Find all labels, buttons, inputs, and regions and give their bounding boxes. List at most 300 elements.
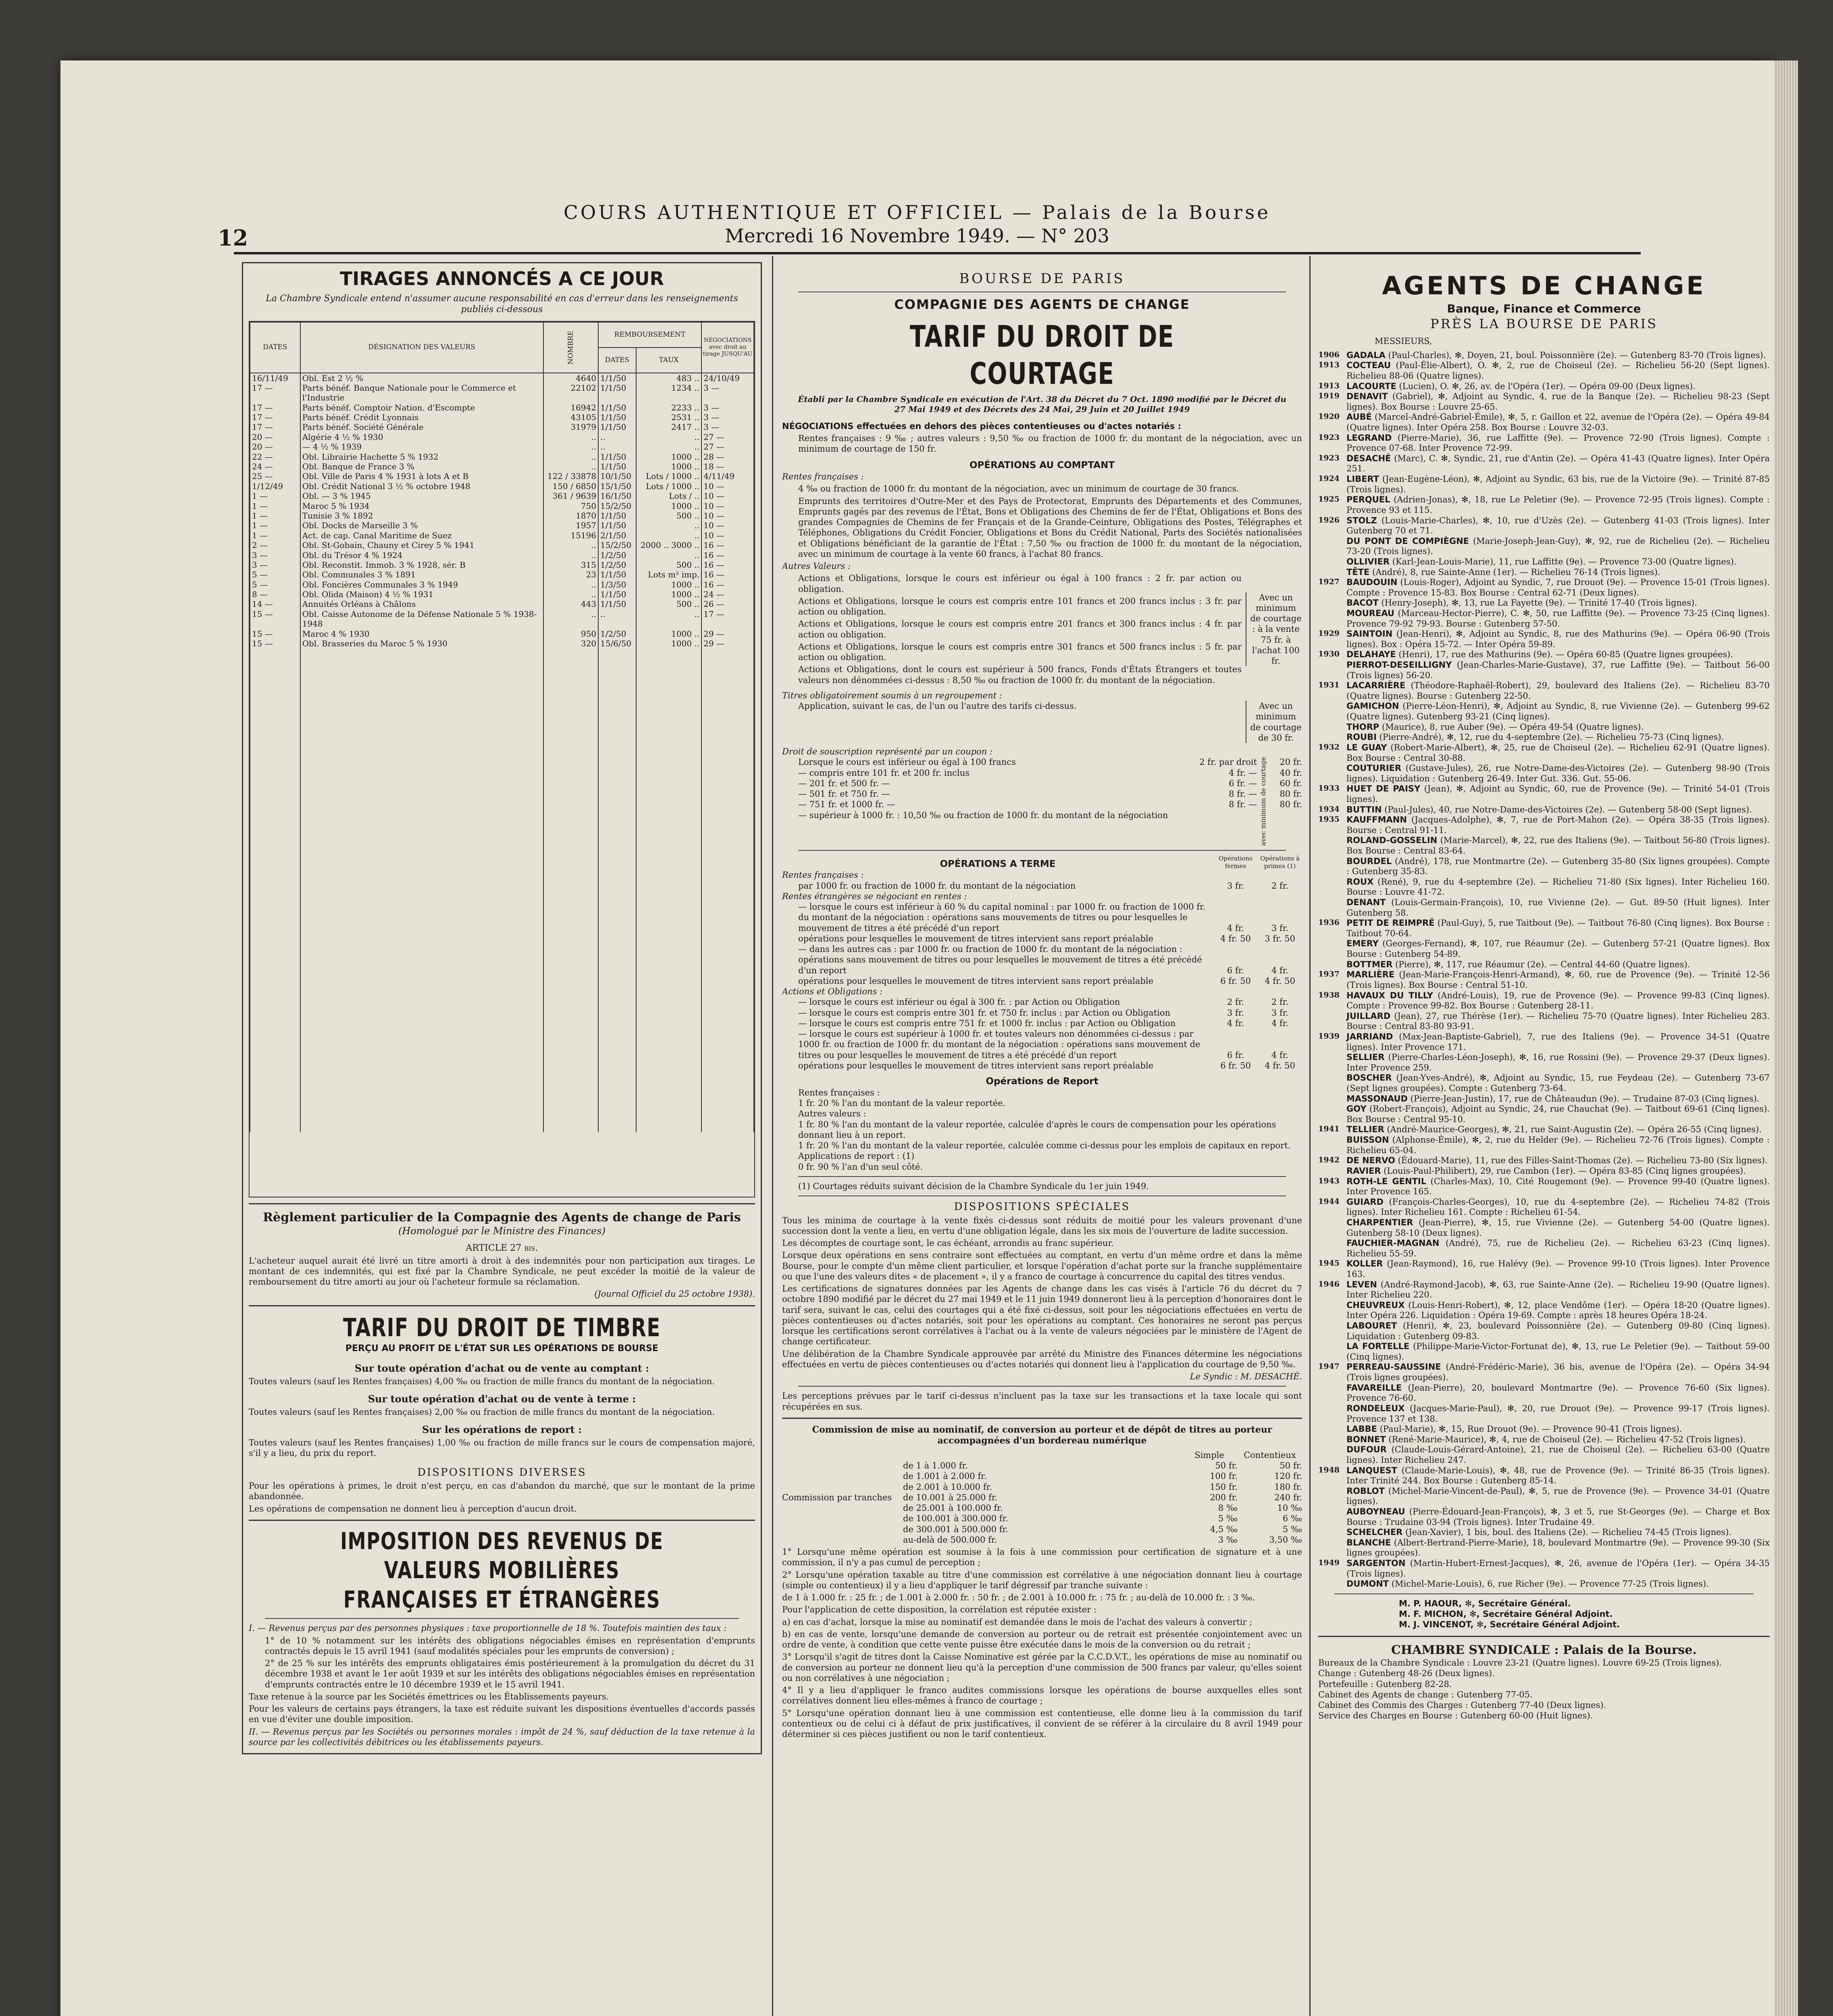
autres-line: Actions et Obligations, lorsque le cours est compris entre 101 francs et 200 francs inclus : 3 fr. par action ou obligation.: [798, 596, 1242, 616]
agent-text: [1346, 1383, 1770, 1404]
agent-entry: [1318, 970, 1770, 990]
table-cell: 15/2/50: [598, 540, 636, 550]
terme-row: [782, 933, 1302, 944]
report-line: Rentes françaises :: [798, 1087, 880, 1098]
terme-header: [782, 855, 1302, 870]
commission-label: Commission par tranches: [782, 1492, 892, 1502]
agent-year: [1318, 567, 1341, 578]
commission-simple: 8 ‰: [1218, 1503, 1238, 1513]
table-cell: 15/6/50: [598, 639, 636, 648]
agent-entry: [1318, 1052, 1770, 1073]
commission-paragraph: 4° Il y a lieu d'appliquer le franco audites commissions lorsque les opérations de bourse auxquelles elles sont corrélatives donnent lieu elles-mêmes à franco de courtage ;: [782, 1685, 1302, 1706]
terme-primes: 3 fr. 50: [1265, 933, 1295, 943]
agent-details: (Marie-Marcel), ✻, 22, rue des Italiens (9e). — Taitbout 56-80 (Trois lignes). Box Bourse : Central 83-64.: [1346, 835, 1770, 856]
masthead-rule: [234, 252, 1641, 254]
agent-year: 1945: [1318, 1259, 1340, 1268]
commission-simple: 150 fr.: [1210, 1482, 1238, 1492]
agent-name: BOTTMER: [1346, 959, 1393, 969]
agent-details: (André), 8, rue Sainte-Anne (1er). — Richelieu 76-14 (Trois lignes).: [1372, 567, 1660, 577]
table-cell: 1 —: [250, 521, 300, 530]
divider: [798, 850, 1286, 851]
agent-year: [1318, 1507, 1341, 1527]
agent-year: [1318, 960, 1341, 970]
agent-year: [1318, 856, 1341, 877]
agent-text: [1346, 1321, 1770, 1341]
divider: [249, 1305, 755, 1306]
staff-member: M. F. MICHON, ✻, Secrétaire Général Adjoint.: [1399, 1609, 1613, 1619]
souscription-minimums: [1274, 757, 1302, 846]
agent-entry: [1318, 805, 1770, 815]
table-cell: 14 —: [250, 599, 300, 609]
agent-details: (Pierre), ✻, 117, rue Réaumur (2e). — Central 44-60 (Quatre lignes).: [1395, 959, 1690, 969]
table-cell: ..: [636, 432, 701, 442]
agent-entry: [1318, 536, 1770, 557]
agent-name: JARRIAND: [1346, 1031, 1393, 1041]
agent-text: [1346, 1125, 1770, 1135]
agent-entry: [1318, 1011, 1770, 1032]
agent-text: [1346, 1166, 1770, 1177]
agent-text: [1346, 939, 1770, 959]
commission-row: [903, 1482, 1302, 1492]
table-cell: 1/1/50: [598, 373, 636, 383]
commission-range: de 2.001 à 10.000 fr.: [903, 1482, 992, 1492]
souscription-rate: 2 fr. par droit: [1199, 757, 1257, 767]
agent-entry: [1318, 412, 1770, 433]
agent-text: [1346, 1558, 1770, 1579]
table-cell: Parts bénéf. Crédit Lyonnais: [300, 412, 543, 422]
nego-title: NÉGOCIATIONS effectuées en dehors des pièces contentieuses ou d'actes notariés :: [782, 421, 1181, 431]
souscription-range: — compris entre 101 fr. et 200 fr. inclus: [798, 768, 970, 778]
imposition-p5: Pour les valeurs de certains pays étrangers, la taxe est réduite suivant les dispositions éventuelles d'accords passés en vue d'éviter une double imposition.: [249, 1704, 755, 1724]
agent-text: [1346, 557, 1770, 567]
table-cell: 10 —: [701, 501, 754, 511]
agent-details: (Louis-Marie-Charles), ✻, 10, rue d'Uzès (2e). — Gutenberg 41-03 (Trois lignes). Inter Gutenberg 70 et 71.: [1346, 515, 1770, 536]
terme-row: [782, 881, 1302, 891]
commission-range: de 100.001 à 300.000 fr.: [903, 1514, 1008, 1524]
agent-year: 1947: [1318, 1362, 1340, 1371]
table-cell: 2233 ..: [636, 403, 701, 412]
agent-entry: [1318, 1135, 1770, 1156]
table-cell: 4/11/49: [701, 471, 754, 481]
col-taux: TAUX: [636, 348, 701, 373]
agent-text: [1346, 1073, 1770, 1093]
table-cell: 750: [543, 501, 598, 511]
chambre-title: CHAMBRE SYNDICALE : Palais de la Bourse.: [1391, 1643, 1697, 1657]
table-cell: 31979: [543, 422, 598, 432]
disposition-paragraph: Tous les minima de courtage à la vente fixés ci-dessus sont réduits de moitié pour les valeurs provenant d'une succession dont la vente a lieu, en vertu d'une obligation légale, dans les six mois de l'ouverture de ladite succession.: [782, 1215, 1302, 1236]
table-cell: 29 —: [701, 639, 754, 648]
agent-details: (Albert-Bertrand-Pierre-Marie), 18, boulevard Montmartre (9e). — Provence 99-30 (Six lignes groupées).: [1346, 1537, 1770, 1558]
souscription-rows: [782, 757, 1257, 846]
agent-name: LEVEN: [1346, 1279, 1377, 1289]
terme-fermes: 3 fr.: [1227, 881, 1244, 891]
agent-details: (André-Raymond-Jacob), ✻, 63, rue Sainte-Anne (2e). — Richelieu 19-90 (Quatre lignes). Inter Richelieu 220.: [1346, 1279, 1770, 1300]
souscription-row: [798, 799, 1257, 810]
agent-year: 1920: [1318, 412, 1340, 421]
table-cell: ..: [543, 462, 598, 471]
agent-text: [1346, 877, 1770, 898]
table-row: [250, 403, 754, 412]
column-tirages: [242, 262, 762, 2016]
table-cell: [250, 648, 300, 1132]
divider: [249, 1520, 755, 1521]
table-cell: 1 —: [250, 491, 300, 501]
table-row: [250, 531, 754, 540]
agent-year: [1318, 701, 1341, 722]
table-cell: 18 —: [701, 462, 754, 471]
table-cell: Maroc 5 % 1934: [300, 501, 543, 511]
agent-details: (Jean-Pierre), 20, boulevard Montmartre (9e). — Provence 76-60 (Six lignes). Provence 76-60.: [1346, 1383, 1770, 1403]
agent-year: 1946: [1318, 1279, 1340, 1289]
agent-year: 1936: [1318, 918, 1340, 927]
table-cell: 1/1/50: [598, 521, 636, 530]
agent-name: SARGENTON: [1346, 1558, 1406, 1568]
agent-text: [1346, 1011, 1770, 1032]
agent-name: BOSCHER: [1346, 1073, 1392, 1083]
table-cell: 1/12/49: [250, 481, 300, 491]
agent-text: [1346, 1527, 1770, 1538]
commission-range: de 1 à 1.000 fr.: [903, 1461, 968, 1471]
agent-details: (André), 75, rue de Richelieu (2e). — Richelieu 63-23 (Cinq lignes). Richelieu 55-59.: [1346, 1238, 1770, 1258]
agent-details: (André-Maurice-Georges), ✻, 21, rue Saint-Augustin (2e). — Opéra 26-55 (Cinq lignes).: [1387, 1125, 1762, 1135]
souscription-range: — 751 fr. et 1000 fr. —: [798, 800, 895, 810]
agent-details: (Georges-Fernand), ✻, 107, rue Réaumur (2e). — Gutenberg 57-21 (Quatre lignes). Box Bourse : Gutenberg 54-89.: [1346, 939, 1770, 959]
agent-entry: [1318, 350, 1770, 361]
table-row: [250, 501, 754, 511]
agent-entry: [1318, 495, 1770, 515]
courtage-note-1: (1) Courtages réduits suivant décision de la Chambre Syndicale du 1er juin 1949.: [798, 1181, 1149, 1191]
column-rule: [1309, 256, 1311, 2016]
agent-details: (Louis-Roger), Adjoint au Syndic, 7, rue Drouot (9e). — Provence 15-01 (Trois lignes). Compte : Provence 15-83. Box Bourse : Central 62-71 (Deux lignes).: [1346, 577, 1770, 598]
agent-name: LEGRAND: [1346, 433, 1392, 443]
commission-paragraph: 1° Lorsqu'une même opération est soumise à la fois à une commission pour certification de signature et à une commission, il n'y a pas cumul de perception ;: [782, 1547, 1302, 1568]
reglement-source: (Journal Officiel du 25 octobre 1938).: [594, 1289, 755, 1299]
terme-desc: — lorsque le cours est supérieur à 1000 fr. et toutes valeurs non dénommées ci-dessus : par 1000 fr. ou fraction de 1000 fr. du montant de la négociation : opérations sans mouvement de titres ou pour lesquelles le mouvement de titres a été précédé d'un report: [798, 1029, 1201, 1060]
table-cell: Obl. Crédit National 3 ½ % octobre 1948: [300, 481, 543, 491]
agent-text: [1346, 567, 1770, 578]
rentes-label: Rentes françaises :: [782, 472, 864, 481]
table-row: [250, 609, 754, 629]
table-cell: Maroc 4 % 1930: [300, 629, 543, 639]
agent-name: OLLIVIER: [1346, 556, 1390, 566]
terme-row: [782, 1029, 1302, 1060]
autres-minimum-note: Avec un minimum de courtage : à la vente 75 fr. à l'achat 100 fr.: [1246, 592, 1302, 666]
imposition-title-1: IMPOSITION DES REVENUS DE VALEURS MOBILIÈRES: [340, 1527, 664, 1584]
agent-name: GUIARD: [1346, 1197, 1384, 1207]
divider: [798, 1195, 1286, 1196]
terme-row: [782, 986, 1302, 997]
bourse-title: BOURSE DE PARIS: [959, 271, 1125, 287]
souscription-range: — supérieur à 1000 fr. : 10,50 ‰ ou fraction de 1000 fr. du montant de la négociation: [798, 810, 1168, 820]
agent-text: [1346, 681, 1770, 701]
table-cell: 26 —: [701, 599, 754, 609]
agent-details: (René-Marie-Maurice), ✻, 4, rue de Choiseul (2e). — Richelieu 47-52 (Trois lignes).: [1388, 1434, 1746, 1444]
agent-year: 1932: [1318, 742, 1340, 752]
table-row: [250, 432, 754, 442]
agent-details: (Jean-Raymond), 16, rue Halévy (9e). — Provence 99-10 (Trois lignes). Inter Provence 163.: [1346, 1259, 1770, 1279]
table-cell: 10 —: [701, 521, 754, 530]
agent-text: [1346, 608, 1770, 629]
agent-details: (André), 178, rue Montmartre (2e). — Gutenberg 35-80 (Six lignes groupées). Compte : Gutenberg 35-83.: [1346, 856, 1770, 877]
agent-entry: [1318, 856, 1770, 877]
commission-range: de 300.001 à 500.000 fr.: [903, 1524, 1008, 1534]
agent-year: 1949: [1318, 1558, 1340, 1568]
table-cell: Obl. Librairie Hachette 5 % 1932: [300, 452, 543, 462]
agent-entry: [1318, 918, 1770, 939]
agent-name: SELLIER: [1346, 1052, 1385, 1062]
agent-name: PERQUEL: [1346, 495, 1390, 505]
agent-text: [1346, 412, 1770, 433]
commission-simple: 4,5 ‰: [1210, 1524, 1238, 1534]
terme-fermes: 6 fr.: [1227, 965, 1244, 975]
commission-simple: 50 fr.: [1215, 1461, 1238, 1471]
table-cell: 17 —: [250, 412, 300, 422]
agents-messieurs: MESSIEURS,: [1375, 336, 1432, 346]
table-cell: 443: [543, 599, 598, 609]
terme-fermes: 3 fr.: [1227, 1008, 1244, 1018]
agent-year: [1318, 1435, 1341, 1445]
agent-text: [1346, 629, 1770, 650]
agent-name: ROUBI: [1346, 732, 1377, 742]
timbre-h1: Sur toute opération d'achat ou de vente au comptant :: [354, 1362, 649, 1374]
agent-details: (Marcel-André-Gabriel-Émile), ✻, 5, r. Gaillon et 22, avenue de l'Opéra (2e). — Opéra 49-84 (Quatre lignes). Inter Opéra 258. Box Bourse : Louvre 32-03.: [1346, 412, 1770, 433]
reglement-subtitle: (Homologué par le Ministre des Finances): [398, 1225, 606, 1237]
table-cell: 29 —: [701, 629, 754, 639]
agent-details: (Robert-François), Adjoint au Syndic, 24, rue Chauchat (9e). — Taitbout 69-61 (Cinq lignes). Box Bourse : Central 95-10.: [1346, 1104, 1770, 1124]
agent-name: BLANCHE: [1346, 1537, 1391, 1547]
terme-fermes: 6 fr. 50: [1220, 976, 1251, 986]
agent-text: [1346, 392, 1770, 412]
commission-row: [903, 1513, 1302, 1524]
agents-title: AGENTS DE CHANGE: [1382, 271, 1706, 300]
terme-primes: 2 fr.: [1271, 881, 1289, 891]
col-dates: DATES: [250, 322, 300, 373]
agent-details: (Jean-Henri), ✻, Adjoint au Syndic, 8, rue des Mathurins (9e). — Opéra 06-90 (Trois lignes). Box : Opéra 15-72. — Inter Opéra 59-89.: [1346, 629, 1770, 649]
compagnie-title: COMPAGNIE DES AGENTS DE CHANGE: [894, 296, 1190, 312]
terme-desc: — lorsque le cours est inférieur à 60 % du capital nominal : par 1000 fr. ou fraction de 1000 fr. du montant de la négociation : opérations sans mouvements de titres ou pour lesquelles le mouvement de titres a été précédé d'un report: [798, 902, 1206, 933]
agent-entry: [1318, 1197, 1770, 1218]
table-cell: 1/2/50: [598, 550, 636, 560]
table-cell: 1/1/50: [598, 589, 636, 599]
agent-year: 1919: [1318, 392, 1340, 401]
agent-details: (Karl-Jean-Louis-Marie), 11, rue Laffitte (9e). — Provence 73-00 (Quatre lignes).: [1392, 556, 1737, 566]
terme-primes: 4 fr. 50: [1265, 1060, 1295, 1070]
table-cell: Lots / 1000 ..: [636, 471, 701, 481]
table-cell: 10 —: [701, 491, 754, 501]
agent-entry: [1318, 1300, 1770, 1321]
report-lines: [782, 1087, 1302, 1172]
terme-row: [782, 1060, 1302, 1071]
agent-entry: [1318, 360, 1770, 381]
agent-details: (Lucien), O. ✻, 26, av. de l'Opéra (1er). — Opéra 09-00 (Deux lignes).: [1399, 381, 1696, 391]
agent-year: 1935: [1318, 815, 1340, 824]
agent-text: [1346, 1032, 1770, 1052]
agent-name: MARLIÈRE: [1346, 970, 1395, 980]
agent-name: LA FORTELLE: [1346, 1341, 1410, 1352]
table-cell: ..: [543, 452, 598, 462]
table-cell: 27 —: [701, 442, 754, 452]
agent-entry: [1318, 1125, 1770, 1135]
terme-desc: opérations pour lesquelles le mouvement de titres intervient sans report préalable: [798, 1060, 1154, 1070]
agents-subtitle: Banque, Finance et Commerce: [1447, 302, 1641, 315]
agent-text: [1346, 1300, 1770, 1321]
agent-text: [1346, 1579, 1770, 1589]
table-row: [250, 383, 754, 403]
agent-entry: [1318, 1383, 1770, 1404]
commission-rows: [903, 1460, 1302, 1545]
table-cell: 10 —: [701, 511, 754, 521]
agent-name: KAUFFMANN: [1346, 815, 1407, 825]
table-cell: 10 —: [701, 531, 754, 540]
agent-name: BAUDOUIN: [1346, 577, 1398, 587]
column-courtage: [782, 262, 1302, 2016]
agent-name: LABOURET: [1346, 1321, 1397, 1331]
agent-text: [1346, 743, 1770, 763]
agent-name: DUFOUR: [1346, 1445, 1387, 1455]
commission-simple: 5 ‰: [1218, 1514, 1238, 1524]
commission-contentieux: 120 fr.: [1274, 1471, 1302, 1481]
table-cell: 8 —: [250, 589, 300, 599]
table-cell: 16 —: [701, 580, 754, 589]
table-cell: 16 —: [701, 540, 754, 550]
agent-text: [1346, 1424, 1770, 1435]
commission-paragraph: 3° Lorsqu'il s'agit de titres dont la Caisse Nominative est gérée par la C.C.D.V.T., les opérations de mise au nominatif ou de conversion au porteur ne donnent lieu qu'à la perception d'une commission de 500 francs par valeur, qu'elles soient ou non corrélatives à une négociation ;: [782, 1652, 1302, 1683]
agent-details: (André-Frédéric-Marie), 36 bis, avenue de l'Opéra (2e). — Opéra 34-94 (Trois lignes groupées).: [1346, 1362, 1770, 1383]
agent-entry: [1318, 660, 1770, 681]
agent-text: [1346, 1238, 1770, 1259]
agent-text: [1346, 433, 1770, 454]
agent-name: LANQUEST: [1346, 1465, 1397, 1475]
dispositions-speciales: [782, 1215, 1302, 1370]
agent-year: 1913: [1318, 381, 1340, 390]
terme-fermes: 4 fr.: [1227, 1018, 1244, 1028]
reglement-title: Règlement particulier de la Compagnie des Agents de change de Paris: [263, 1210, 741, 1225]
table-cell: 20 —: [250, 432, 300, 442]
table-cell: ..: [598, 609, 636, 629]
agent-year: [1318, 1073, 1341, 1093]
table-cell: 2 —: [250, 540, 300, 550]
agent-year: [1318, 1300, 1341, 1321]
agent-year: [1318, 536, 1341, 557]
table-cell: 23: [543, 570, 598, 579]
timbre-subtitle: PERÇU AU PROFIT DE L'ÉTAT SUR LES OPÉRATIONS DE BOURSE: [345, 1343, 659, 1354]
agent-year: [1318, 877, 1341, 898]
terme-fermes: 4 fr.: [1227, 923, 1244, 933]
agent-text: [1346, 722, 1770, 733]
agent-details: (Théodore-Raphaël-Robert), 29, boulevard des Italiens (2e). — Richelieu 83-70 (Quatre lignes). Bourse : Gutenberg 22-50.: [1346, 681, 1770, 701]
agent-year: 1923: [1318, 433, 1340, 442]
timbre-t1: Toutes valeurs (sauf les Rentes françaises) 4,00 ‰ ou fraction de mille francs du montant de la négociation.: [249, 1376, 715, 1386]
agent-name: LACARRIÈRE: [1346, 681, 1406, 691]
chambre-line: Portefeuille : Gutenberg 82-28.: [1318, 1679, 1452, 1689]
agent-text: [1346, 763, 1770, 784]
agent-details: (Paul-Marie), ✻, 15, Rue Drouot (9e). — Provence 90-41 (Trois lignes).: [1379, 1424, 1682, 1434]
agent-entry: [1318, 381, 1770, 392]
agent-name: DENANT: [1346, 898, 1386, 908]
imposition-p1: I. — Revenus perçus par des personnes physiques : taxe proportionnelle de 18 %. Toutefois maintien des taux :: [249, 1623, 727, 1633]
courtage-subtitle: Établi par la Chambre Syndicale en exécution de l'Art. 38 du Décret du 7 Oct. 1890 modifié par le Décret du 27 Mai 1949 et des Décrets des 24 Mai, 29 Juin et 20 Juillet 1949: [798, 394, 1286, 414]
imposition-title-2: FRANÇAISES ET ÉTRANGÈRES: [343, 1585, 661, 1613]
agent-entry: [1318, 1424, 1770, 1435]
table-cell: ..: [543, 550, 598, 560]
agent-name: CHARPENTIER: [1346, 1217, 1413, 1227]
souscription-minimum: 20 fr.: [1280, 757, 1302, 767]
table-cell: 15 —: [250, 629, 300, 639]
table-cell: [701, 648, 754, 1132]
agent-name: STOLZ: [1346, 515, 1377, 525]
agent-name: TELLIER: [1346, 1125, 1384, 1135]
agent-details: (Paul-Charles), ✻, Doyen, 21, boul. Poissonnière (2e). — Gutenberg 83-70 (Trois lignes).: [1388, 350, 1766, 360]
agent-year: [1318, 1238, 1341, 1259]
agent-text: [1346, 918, 1770, 939]
agent-entry: [1318, 815, 1770, 835]
agent-entry: [1318, 1486, 1770, 1507]
courtage-title: TARIF DU DROIT DE COURTAGE: [909, 319, 1175, 391]
table-cell: Annuités Orléans à Châlons: [300, 599, 543, 609]
table-cell: 500 ..: [636, 560, 701, 570]
agent-details: (Marceau-Hector-Pierre), C. ✻, 50, rue Laffitte (9e). — Provence 73-25 (Cinq lignes). Provence 79-92 79-93. Bourse : Gutenberg 57-50.: [1346, 608, 1770, 629]
souscription-row: [798, 757, 1257, 767]
table-cell: 1957: [543, 521, 598, 530]
regroupement-label: Titres obligatoirement soumis à un regroupement :: [782, 690, 1002, 700]
agent-text: [1346, 835, 1770, 856]
table-row: [250, 639, 754, 648]
agent-details: (Alphonse-Émile), ✻, 2, rue du Helder (9e). — Richelieu 72-76 (Trois lignes). Compte : Richelieu 65-04.: [1346, 1135, 1770, 1155]
agent-year: [1318, 1383, 1341, 1404]
agent-entry: [1318, 960, 1770, 970]
agent-name: LABBE: [1346, 1424, 1377, 1434]
souscription-rate: 4 fr. —: [1229, 768, 1257, 778]
agent-entry: [1318, 1218, 1770, 1238]
commission-row: [903, 1524, 1302, 1535]
table-cell: 2/1/50: [598, 531, 636, 540]
agent-text: [1346, 1435, 1770, 1445]
regroupement-block: [782, 701, 1302, 743]
table-cell: 1/2/50: [598, 629, 636, 639]
report-line: 1 fr. 20 % l'an du montant de la valeur reportée, calculée comme ci-dessus pour les emplois de capitaux en report.: [798, 1141, 1291, 1151]
table-cell: ..: [636, 531, 701, 540]
agent-text: [1346, 360, 1770, 381]
autres-line: Actions et Obligations, lorsque le cours est inférieur ou égal à 100 francs : 2 fr. par action ou obligation.: [798, 573, 1242, 594]
table-cell: ..: [543, 589, 598, 599]
col-remb-dates: DATES: [598, 348, 636, 373]
agent-entry: [1318, 1259, 1770, 1279]
table-cell: Obl. St-Gobain, Chauny et Cirey 5 % 1941: [300, 540, 543, 550]
agent-year: 1942: [1318, 1156, 1340, 1165]
souscription-row: [798, 810, 1257, 821]
souscription-range: — 201 fr. et 500 fr. —: [798, 778, 890, 788]
table-cell: 1/1/50: [598, 462, 636, 471]
commission-paragraph: 2° Lorsqu'une opération taxable au titre d'une commission est corrélative à une négociation donnant lieu à courtage (simple ou contentieux) il y a lieu d'appliquer le tarif dégressif par tranche suivante :: [782, 1570, 1302, 1590]
table-row: [250, 580, 754, 589]
table-cell: 1/1/50: [598, 412, 636, 422]
table-cell: 1/1/50: [598, 422, 636, 432]
souscription-rate: 8 fr. —: [1229, 800, 1257, 810]
table-cell: Obl. — 3 % 1945: [300, 491, 543, 501]
agent-entry: [1318, 1404, 1770, 1424]
table-cell: 1000 ..: [636, 501, 701, 511]
table-cell: ..: [598, 442, 636, 452]
agent-year: [1318, 1218, 1341, 1238]
chambre-line: Service des Charges en Bourse : Gutenberg 60-00 (Huit lignes).: [1318, 1711, 1593, 1721]
table-cell: 16942: [543, 403, 598, 412]
table-cell: Obl. du Trésor 4 % 1924: [300, 550, 543, 560]
commission-paragraph: Pour l'application de cette disposition, la corrélation est réputée exister :: [782, 1605, 1096, 1615]
terme-desc: opérations pour lesquelles le mouvement de titres intervient sans report préalable: [798, 976, 1154, 986]
terme-row: [782, 891, 1302, 902]
commission-paragraph: de 1 à 1.000 fr. : 25 fr. ; de 1.001 à 2.000 fr. : 50 fr. ; de 2.001 à 10.000 fr. : 75 fr. ; au-delà de 10.000 fr. : 3 ‰.: [782, 1593, 1255, 1603]
table-cell: 1/2/50: [598, 560, 636, 570]
